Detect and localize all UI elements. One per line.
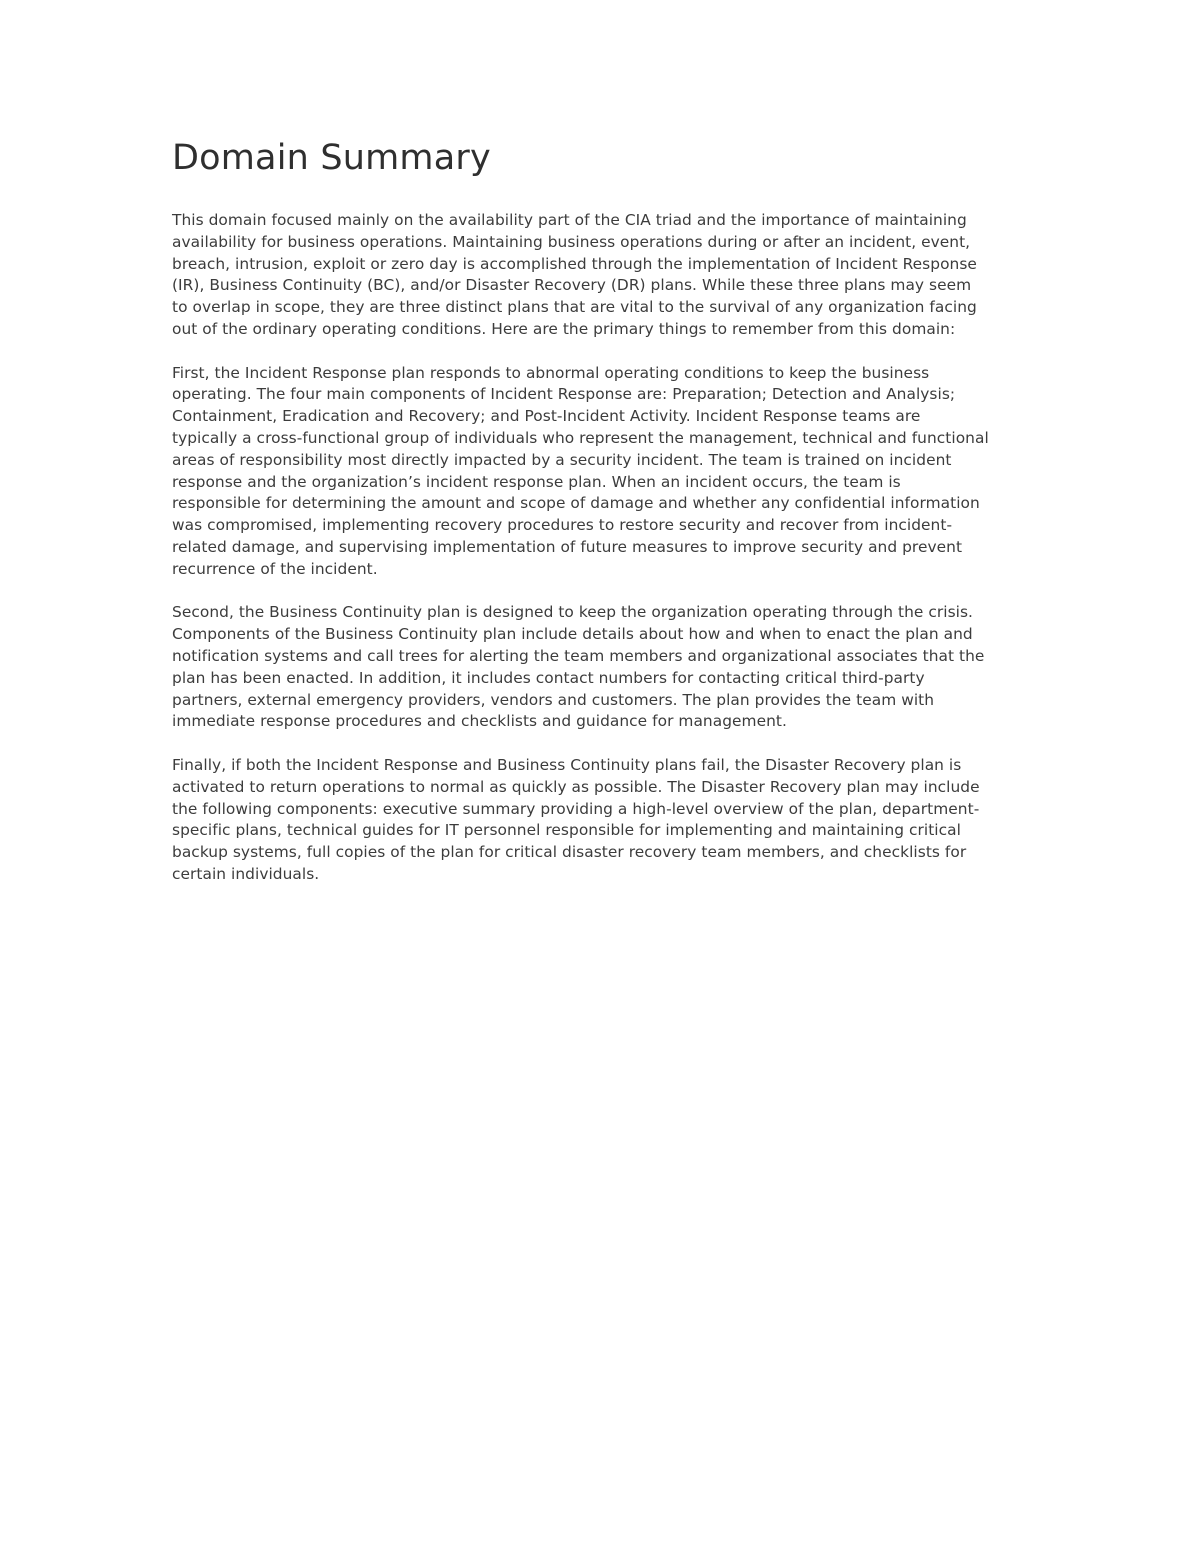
paragraph-intro: This domain focused mainly on the availability part of the CIA triad and the importance of maintaining availability for business operations. Maintaining business operations during or after an incident, event, breach, intrusion, exploit or zero day is accomplished through the implementation of Incident Response (IR), Business Continuity (BC), and/or Disaster Recovery (DR) plans. While these three plans may seem to overlap in scope, they are three distinct plans that are vital to the survival of any organization facing out of the ordinary operating conditions. Here are the primary things to remember from this domain: bbox=[172, 211, 977, 338]
document-body bbox=[172, 134, 990, 886]
paragraph-disaster-recovery: Finally, if both the Incident Response and Business Continuity plans fail, the Disaster Recovery plan is activated to return operations to normal as quickly as possible. The Disaster Recovery plan may include the following components: executive summary providing a high-level overview of the plan, department-specific plans, technical guides for IT personnel responsible for implementing and maintaining critical backup systems, full copies of the plan for critical disaster recovery team members, and checklists for certain individuals. bbox=[172, 755, 980, 883]
page-title: Domain Summary bbox=[172, 138, 491, 178]
paragraph-business-continuity: Second, the Business Continuity plan is designed to keep the organization operating through the crisis. Components of the Business Continuity plan include details about how and when to enact the plan and notification systems and call trees for alerting the team members and organizational associates that the plan has been enacted. In addition, it includes contact numbers for contacting critical third-party partners, external emergency providers, vendors and customers. The plan provides the team with immediate response procedures and checklists and guidance for management. bbox=[172, 603, 985, 731]
paragraph-incident-response: First, the Incident Response plan responds to abnormal operating conditions to keep the business operating. The four main components of Incident Response are: Preparation; Detection and Analysis; Containment, Eradication and Recovery; and Post-Incident Activity. Incident Response teams are typically a cross-functional group of individuals who represent the management, technical and functional areas of responsibility most directly impacted by a security incident. The team is trained on incident response and the organization’s incident response plan. When an incident occurs, the team is responsible for determining the amount and scope of damage and whether any confidential information was compromised, implementing recovery procedures to restore security and recover from incident-related damage, and supervising implementation of future measures to improve security and prevent recurrence of the incident. bbox=[172, 363, 989, 578]
